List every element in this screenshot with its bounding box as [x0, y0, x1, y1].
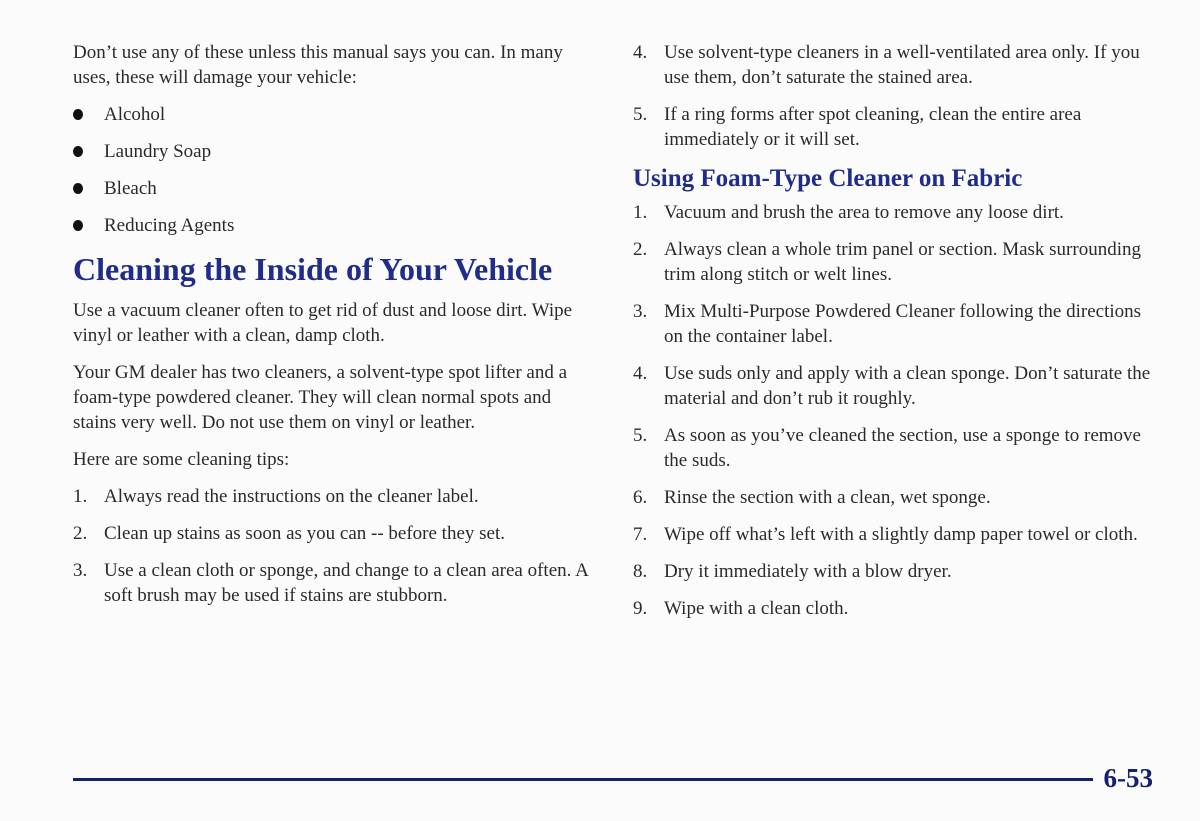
step-number: 6.	[633, 487, 648, 508]
list-item	[633, 237, 1158, 287]
tips-list-continued	[633, 40, 1158, 152]
paragraph: Your GM dealer has two cleaners, a solvent-type spot lifter and a foam-type powdered cleaner. They will clean normal spots and stains very well. Do not use them on vinyl or leather.	[73, 362, 568, 433]
step-text: Use solvent-type cleaners in a well-ventilated area only. If you use them, don’t saturate the stained area.	[664, 42, 1140, 88]
footer-rule	[73, 778, 1093, 781]
list-item: Bleach	[73, 176, 593, 201]
foam-cleaner-steps	[633, 200, 1158, 621]
list-item	[633, 299, 1158, 349]
step-number: 4.	[633, 42, 648, 63]
step-number: 2.	[633, 239, 648, 260]
step-number: 3.	[73, 560, 88, 581]
list-item	[633, 485, 1158, 510]
step-text: Vacuum and brush the area to remove any loose dirt.	[664, 202, 1064, 223]
step-number: 3.	[633, 301, 648, 322]
step-text: Mix Multi-Purpose Powdered Cleaner following the directions on the container label.	[664, 301, 1142, 347]
list-item: Reducing Agents	[73, 213, 593, 238]
step-number: 5.	[633, 104, 648, 125]
list-item	[633, 40, 1158, 90]
tips-list	[73, 484, 593, 608]
step-text: Always clean a whole trim panel or section. Mask surrounding trim along stitch or welt lines.	[664, 239, 1141, 285]
bullet-list	[73, 102, 593, 238]
step-text: Wipe with a clean cloth.	[664, 598, 849, 619]
bullet-icon	[73, 146, 83, 157]
list-item	[633, 200, 1158, 225]
step-text: As soon as you’ve cleaned the section, use a sponge to remove the suds.	[664, 425, 1141, 471]
step-text: Dry it immediately with a blow dryer.	[664, 561, 952, 582]
step-number: 7.	[633, 524, 648, 545]
list-item	[633, 361, 1158, 411]
step-number: 4.	[633, 363, 648, 384]
list-item	[73, 521, 593, 546]
list-item	[633, 423, 1158, 473]
step-text: Rinse the section with a clean, wet sponge.	[664, 487, 991, 508]
section-heading: Cleaning the Inside of Your Vehicle	[73, 251, 553, 287]
list-item	[633, 559, 1158, 584]
step-number: 5.	[633, 425, 648, 446]
page-number: 6-53	[1103, 763, 1153, 793]
list-item	[73, 558, 593, 608]
left-column	[73, 40, 593, 620]
step-text: Use suds only and apply with a clean sponge. Don’t saturate the material and don’t rub it roughly.	[664, 363, 1151, 409]
step-number: 8.	[633, 561, 648, 582]
subsection-heading: Using Foam-Type Cleaner on Fabric	[633, 165, 1023, 192]
step-text: Always read the instructions on the cleaner label.	[104, 486, 479, 507]
step-number: 1.	[73, 486, 88, 507]
paragraph: Here are some cleaning tips:	[73, 449, 290, 470]
list-item	[73, 484, 593, 509]
right-column	[633, 40, 1158, 633]
step-text: Use a clean cloth or sponge, and change to a clean area often. A soft brush may be used if stains are stubborn.	[104, 560, 588, 606]
step-text: Wipe off what’s left with a slightly damp paper towel or cloth.	[664, 524, 1138, 545]
paragraph: Use a vacuum cleaner often to get rid of dust and loose dirt. Wipe vinyl or leather with a clean, damp cloth.	[73, 300, 573, 346]
step-text: If a ring forms after spot cleaning, clean the entire area immediately or it will set.	[664, 104, 1082, 150]
step-number: 9.	[633, 598, 648, 619]
intro-paragraph: Don’t use any of these unless this manual says you can. In many uses, these will damage your vehicle:	[73, 42, 563, 88]
step-number: 2.	[73, 523, 88, 544]
list-item: Laundry Soap	[73, 139, 593, 164]
bullet-icon	[73, 220, 83, 231]
list-item	[633, 522, 1158, 547]
list-item	[633, 102, 1158, 152]
bullet-icon	[73, 109, 83, 120]
step-number: 1.	[633, 202, 648, 223]
list-item: Alcohol	[73, 102, 593, 127]
list-item	[633, 596, 1158, 621]
bullet-icon	[73, 183, 83, 194]
step-text: Clean up stains as soon as you can -- before they set.	[104, 523, 506, 544]
